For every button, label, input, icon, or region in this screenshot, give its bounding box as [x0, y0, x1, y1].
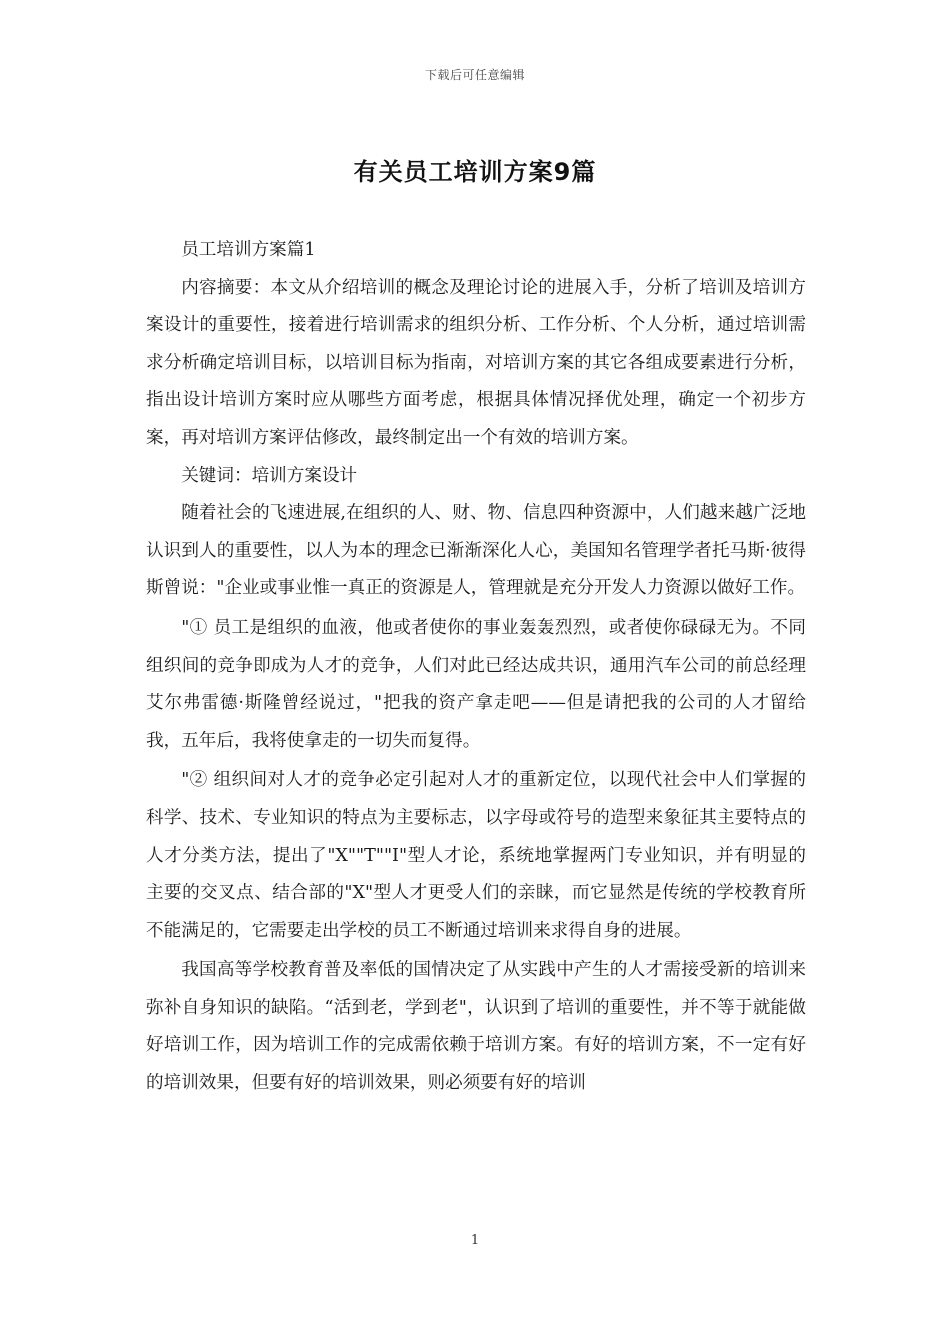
header-note: 下载后可任意编辑 — [424, 68, 525, 82]
abstract-paragraph: 内容摘要：本文从介绍培训的概念及理论讨论的进展入手，分析了培训及培训方案设计的重要性，接着进行培训需求的组织分析、工作分析、个人分析，通过培训需求分析确定培训目标，以培训目标为指南，对培训方案的其它各组成要素进行分析，指出设计培训方案时应从哪些方面考虑，根据具体情况择优处理，确定一个初步方案，再对培训方案评估修改，最终制定出一个有效的培训方案。 — [146, 277, 806, 448]
body-paragraph: 我国高等学校教育普及率低的国情决定了从实践中产生的人才需接受新的培训来弥补自身知识的缺陷。“活到老，学到老"，认识到了培训的重要性，并不等于就能做好培训工作，因为培训工作的完成需依赖于培训方案。有好的培训方案，不一定有好的培训效果，但要有好的培训效果，则必须要有好的培训 — [146, 960, 806, 1094]
section-heading: 员工培训方案篇1 — [181, 240, 316, 260]
body-paragraph: "② 组织间对人才的竞争必定引起对人才的重新定位，以现代社会中人们掌握的科学、技术、专业知识的特点为主要标志，以字母或符号的造型来象征其主要特点的人才分类方法，提出了"X""T""I"型人才论，系统地掌握两门专业知识，并有明显的主要的交叉点、结合部的"X"型人才更受人们的亲睐，而它显然是传统的学校教育所不能满足的，它需要走出学校的员工不断通过培训来求得自身的进展。 — [146, 770, 806, 941]
body-paragraph: "① 员工是组织的血液，他或者使你的事业轰轰烈烈，或者使你碌碌无为。不同组织间的竞争即成为人才的竞争，人们对此已经达成共识，通用汽车公司的前总经理艾尔弗雷德·斯隆曾经说过，"把我的资产拿走吧——但是请把我的公司的人才留给我，五年后，我将使拿走的一切失而复得。 — [146, 617, 806, 751]
document-title: 有关员工培训方案9篇 — [353, 158, 597, 186]
keywords-paragraph: 关键词：培训方案设计 — [181, 465, 358, 486]
page-number: 1 — [470, 1233, 480, 1248]
document-body — [146, 232, 806, 1103]
body-paragraph: 随着社会的飞速进展,在组织的人、财、物、信息四种资源中，人们越来越广泛地认识到人的重要性，以人为本的理念已渐渐深化人心，美国知名管理学者托马斯·彼得斯曾说："企业或事业惟一真正的资源是人，管理就是充分开发人力资源以做好工作。 — [146, 503, 806, 599]
